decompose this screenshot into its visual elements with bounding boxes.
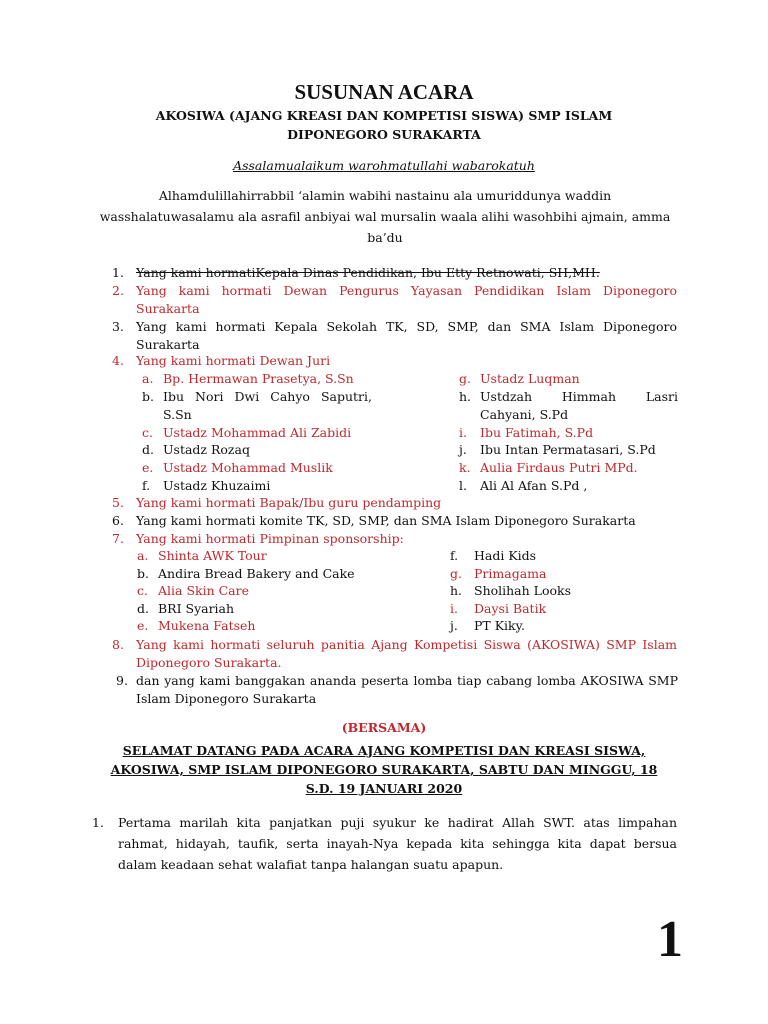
juri-item: e. Ustadz Mohammad Muslik <box>142 460 333 475</box>
bersama-heading: (BERSAMA) <box>341 720 427 735</box>
juri-item: b. Ibu Nori Dwi Cahyo Saputri, S.Sn <box>142 389 372 422</box>
page-subtitle: AKOSIWA (AJANG KREASI DAN KOMPETISI SISWA) SMP ISLAM DIPONEGORO SURAKARTA <box>155 108 613 142</box>
list-item: 4. Yang kami hormati Dewan Juri <box>112 353 331 368</box>
juri-item: k. Aulia Firdaus Putri MPd. <box>459 460 638 475</box>
sponsor-item: j. PT Kiky. <box>450 618 526 633</box>
sponsor-item: b. Andira Bread Bakery and Cake <box>137 566 355 581</box>
list-item: 1. Yang kami hormatiKepala Dinas Pendidikan, Ibu Etty Retnowati, SH,MH. <box>112 265 600 280</box>
juri-item: l. Ali Al Afan S.Pd , <box>459 478 588 493</box>
sponsor-item: f. Hadi Kids <box>450 548 537 563</box>
juri-item: i. Ibu Fatimah, S.Pd <box>459 425 594 440</box>
list-item: 7. Yang kami hormati Pimpinan sponsorship: <box>112 531 404 546</box>
list-item: 8. Yang kami hormati seluruh panitia Ajang Kompetisi Siswa (AKOSIWA) SMP Islam Diponegoro Surakarta. <box>112 637 677 670</box>
greeting: Assalamualaikum warohmatullahi wabarokatuh <box>233 158 535 173</box>
list-item: 2. Yang kami hormati Dewan Pengurus Yayasan Pendidikan Islam Diponegoro Surakarta <box>112 283 677 316</box>
sponsor-item: a. Shinta AWK Tour <box>137 548 267 563</box>
list-item: 6. Yang kami hormati komite TK, SD, SMP, dan SMA Islam Diponegoro Surakarta <box>112 513 636 528</box>
juri-item: j. Ibu Intan Permatasari, S.Pd <box>459 442 656 457</box>
welcome-heading: SELAMAT DATANG PADA ACARA AJANG KOMPETISI DAN KREASI SISWA, AKOSIWA, SMP ISLAM DIPONEGORO SURAKARTA, SABTU DAN MINGGU, 18 S.D. 19 JANUARI 2020 <box>110 743 658 796</box>
list-item: 5. Yang kami hormati Bapak/Ibu guru pendamping <box>112 495 442 510</box>
juri-item: f. Ustadz Khuzaimi <box>142 478 271 493</box>
sponsor-item: h. Sholihah Looks <box>450 583 572 598</box>
juri-item: c. Ustadz Mohammad Ali Zabidi <box>142 425 352 440</box>
page-title: SUSUNAN ACARA <box>294 80 474 104</box>
juri-item: d. Ustadz Rozaq <box>142 442 250 457</box>
page-number: 1 <box>657 911 683 968</box>
sponsor-item: c. Alia Skin Care <box>137 583 249 598</box>
opening-paragraph: 1. Pertama marilah kita panjatkan puji syukur ke hadirat Allah SWT. atas limpahan rahmat, hidayah, taufik, serta inayah-Nya kepada kita sehingga kita dapat bersua dalam keadaan sehat walafiat tanpa halangan suatu apapun. <box>92 815 677 872</box>
sponsor-item: i. Daysi Batik <box>450 601 547 616</box>
sponsor-item: d. BRI Syariah <box>137 601 235 616</box>
sponsor-item: g. Primagama <box>450 566 547 581</box>
intro-paragraph: Alhamdulillahirrabbil ‘alamin wabihi nastainu ala umuriddunya waddin wasshalatuwasalamu ala asrafil anbiyai wal mursalin waala alihi wasohbihi ajmain, amma ba’du <box>99 188 671 245</box>
sponsor-item: e. Mukena Fatseh <box>137 618 256 633</box>
list-item: 3. Yang kami hormati Kepala Sekolah TK, SD, SMP, dan SMA Islam Diponegoro Surakarta <box>112 319 677 352</box>
juri-item: a. Bp. Hermawan Prasetya, S.Sn <box>142 371 354 386</box>
juri-item: g. Ustadz Luqman <box>459 371 580 386</box>
juri-item: h. Ustdzah Himmah Lasri Cahyani, S.Pd <box>459 389 678 422</box>
list-item: 9. dan yang kami banggakan ananda peserta lomba tiap cabang lomba AKOSIWA SMP Islam Diponegoro Surakarta <box>116 673 678 706</box>
